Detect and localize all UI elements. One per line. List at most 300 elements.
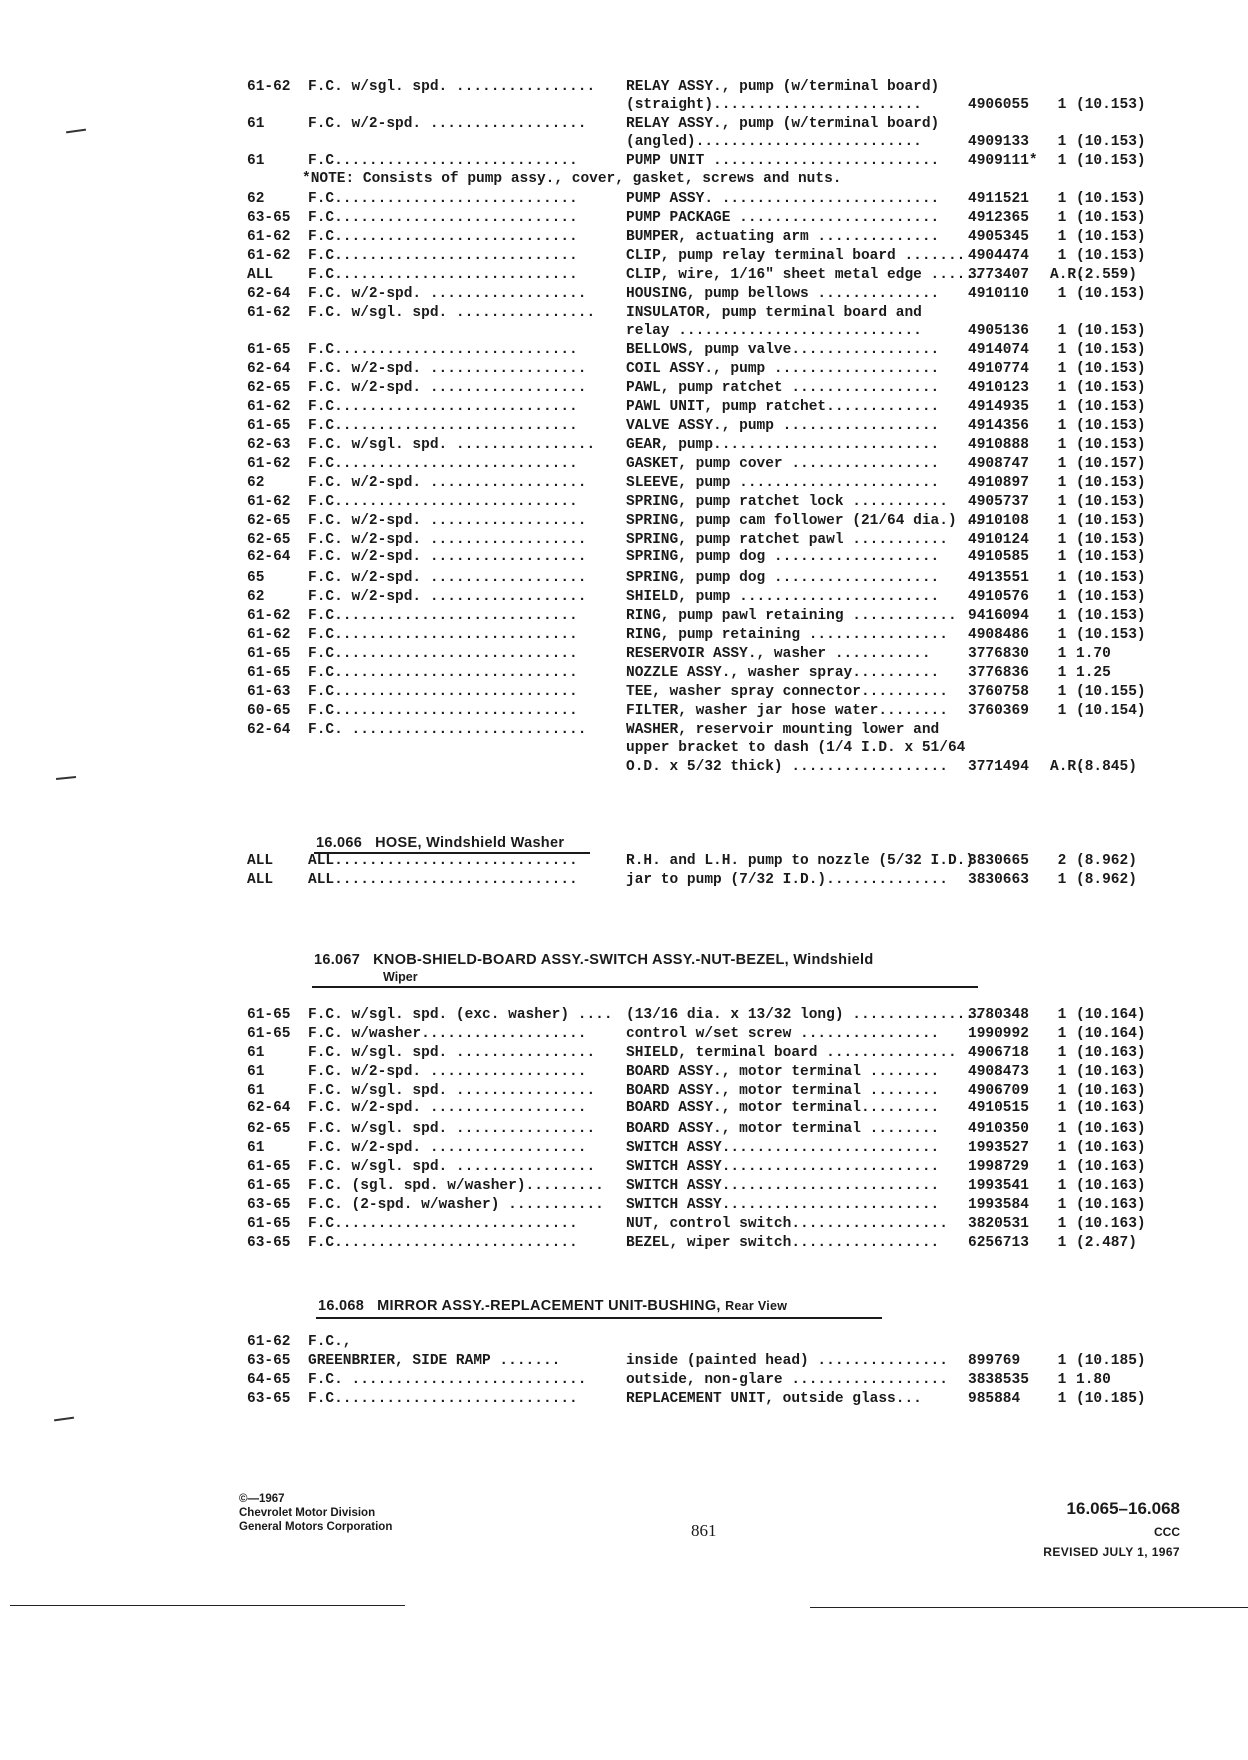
part-number: 4910585 bbox=[968, 549, 1029, 565]
model-application: F.C............................ bbox=[308, 456, 578, 472]
model-application: F.C............................ bbox=[308, 418, 578, 434]
part-number: 3760758 bbox=[968, 684, 1029, 700]
quantity: 1 bbox=[1057, 134, 1067, 150]
model-application: F.C............................ bbox=[308, 627, 578, 643]
part-description: RESERVOIR ASSY., washer ........... bbox=[626, 646, 931, 662]
group-reference: (10.185) bbox=[1076, 1353, 1146, 1369]
model-application: F.C. w/sgl. spd. ................ bbox=[308, 1121, 596, 1137]
quantity: 1 bbox=[1057, 513, 1067, 529]
model-application: F.C. w/sgl. spd. ................ bbox=[308, 1159, 596, 1175]
model-application: F.C. w/2-spd. .................. bbox=[308, 513, 587, 529]
part-description: BOARD ASSY., motor terminal ........ bbox=[626, 1064, 940, 1080]
part-number: 4909111* bbox=[968, 153, 1038, 169]
part-number: 985884 bbox=[968, 1391, 1021, 1407]
model-application: F.C............................ bbox=[308, 684, 578, 700]
group-reference: (10.163) bbox=[1076, 1045, 1146, 1061]
part-number: 3771494 bbox=[968, 759, 1029, 775]
quantity: 1 bbox=[1057, 97, 1067, 113]
quantity: 1 bbox=[1057, 532, 1067, 548]
footnote-pump-unit: *NOTE: Consists of pump assy., cover, gasket, screws and nuts. bbox=[302, 171, 842, 187]
quantity: 1 bbox=[1057, 646, 1067, 662]
group-reference: (10.163) bbox=[1076, 1100, 1146, 1116]
part-number: 4913551 bbox=[968, 570, 1029, 586]
model-application: F.C. w/2-spd. .................. bbox=[308, 1100, 587, 1116]
model-application: F.C............................ bbox=[308, 703, 578, 719]
quantity: 1 bbox=[1057, 1140, 1067, 1156]
quantity: 1 bbox=[1057, 1007, 1067, 1023]
model-years: 61 bbox=[247, 1083, 265, 1099]
margin-mark bbox=[54, 1417, 74, 1421]
publisher-block bbox=[239, 1492, 392, 1534]
section-name: KNOB-SHIELD-BOARD ASSY.-SWITCH ASSY.-NUT-BEZEL, Windshield bbox=[373, 952, 874, 968]
part-description: NUT, control switch.................. bbox=[626, 1216, 948, 1232]
model-years: 61-62 bbox=[247, 1334, 291, 1350]
model-years: 63-65 bbox=[247, 1353, 291, 1369]
quantity: 1 bbox=[1057, 437, 1067, 453]
group-reference: (10.163) bbox=[1076, 1216, 1146, 1232]
group-reference: (10.163) bbox=[1076, 1197, 1146, 1213]
part-description: PUMP ASSY. ......................... bbox=[626, 191, 940, 207]
quantity: 1 bbox=[1057, 1391, 1067, 1407]
model-application: F.C............................ bbox=[308, 1235, 578, 1251]
group-reference: (10.153) bbox=[1076, 570, 1146, 586]
group-reference: (8.962) bbox=[1076, 872, 1137, 888]
part-number: 4908486 bbox=[968, 627, 1029, 643]
model-application: F.C. w/sgl. spd. ................ bbox=[308, 437, 596, 453]
part-description: SPRING, pump dog ................... bbox=[626, 549, 940, 565]
model-years: 61-65 bbox=[247, 1178, 291, 1194]
quantity: 1 bbox=[1057, 1083, 1067, 1099]
group-reference: (10.163) bbox=[1076, 1159, 1146, 1175]
model-application: F.C............................ bbox=[308, 1391, 578, 1407]
model-application: ALL............................ bbox=[308, 872, 578, 888]
group-reference: (10.153) bbox=[1076, 608, 1146, 624]
ccc-label: CCC bbox=[1154, 1525, 1180, 1539]
model-years: 62-64 bbox=[247, 549, 291, 565]
group-reference: (10.153) bbox=[1076, 229, 1146, 245]
quantity: 1 bbox=[1057, 399, 1067, 415]
part-number: 3830663 bbox=[968, 872, 1029, 888]
model-application: F.C............................ bbox=[308, 267, 578, 283]
model-application: GREENBRIER, SIDE RAMP ....... bbox=[308, 1353, 561, 1369]
part-number: 4910515 bbox=[968, 1100, 1029, 1116]
part-description: SHIELD, terminal board ............... bbox=[626, 1045, 957, 1061]
quantity: 1 bbox=[1057, 342, 1067, 358]
model-application: F.C. w/2-spd. .................. bbox=[308, 549, 587, 565]
part-description: O.D. x 5/32 thick) .................. bbox=[626, 759, 948, 775]
model-years: 61-65 bbox=[247, 1007, 291, 1023]
group-reference: (10.153) bbox=[1076, 494, 1146, 510]
section-subtitle: Rear View bbox=[725, 1299, 788, 1313]
section-16-066-title bbox=[316, 835, 564, 851]
model-application: F.C............................ bbox=[308, 191, 578, 207]
section-number: 16.068 bbox=[318, 1298, 365, 1314]
model-application: F.C. w/2-spd. .................. bbox=[308, 1140, 587, 1156]
model-years: 61-62 bbox=[247, 608, 291, 624]
page-number: 861 bbox=[691, 1521, 717, 1540]
model-years: 64-65 bbox=[247, 1372, 291, 1388]
group-reference: 1.25 bbox=[1076, 665, 1111, 681]
bottom-rule-left bbox=[10, 1605, 405, 1606]
part-number: 4910350 bbox=[968, 1121, 1029, 1137]
model-years: 62 bbox=[247, 475, 265, 491]
group-reference: (10.153) bbox=[1076, 549, 1146, 565]
model-application: F.C............................ bbox=[308, 210, 578, 226]
model-years: 61 bbox=[247, 1064, 265, 1080]
model-years: 61-65 bbox=[247, 1026, 291, 1042]
quantity: 1 bbox=[1057, 1064, 1067, 1080]
part-description: HOUSING, pump bellows .............. bbox=[626, 286, 940, 302]
group-reference: (10.153) bbox=[1076, 134, 1146, 150]
model-years: ALL bbox=[247, 872, 274, 888]
part-number: 4912365 bbox=[968, 210, 1029, 226]
part-number: 4910888 bbox=[968, 437, 1029, 453]
group-reference: (10.153) bbox=[1076, 437, 1146, 453]
model-years: 61-65 bbox=[247, 418, 291, 434]
part-number: 4904474 bbox=[968, 248, 1029, 264]
model-years: 62-65 bbox=[247, 532, 291, 548]
group-reference: (10.163) bbox=[1076, 1140, 1146, 1156]
group-reference: (2.559) bbox=[1076, 267, 1137, 283]
quantity: 1 bbox=[1057, 1197, 1067, 1213]
quantity: 1 bbox=[1057, 248, 1067, 264]
quantity: 1 bbox=[1057, 1121, 1067, 1137]
quantity: 1 bbox=[1057, 361, 1067, 377]
section-16-068-title bbox=[318, 1298, 787, 1314]
part-number: 3838535 bbox=[968, 1372, 1029, 1388]
quantity: A.R. bbox=[1050, 759, 1085, 775]
part-number: 4906709 bbox=[968, 1083, 1029, 1099]
quantity: 1 bbox=[1057, 684, 1067, 700]
part-description: BEZEL, wiper switch................. bbox=[626, 1235, 940, 1251]
group-reference: (10.155) bbox=[1076, 684, 1146, 700]
part-description: R.H. and L.H. pump to nozzle (5/32 I.D.) bbox=[626, 853, 975, 869]
quantity: 1 bbox=[1057, 1045, 1067, 1061]
part-description: control w/set screw ................ bbox=[626, 1026, 940, 1042]
quantity: 1 bbox=[1057, 191, 1067, 207]
part-description: PAWL UNIT, pump ratchet............. bbox=[626, 399, 940, 415]
part-number: 1993541 bbox=[968, 1178, 1029, 1194]
revision-date: REVISED JULY 1, 1967 bbox=[1043, 1545, 1180, 1559]
group-reference: (10.163) bbox=[1076, 1064, 1146, 1080]
part-description: BOARD ASSY., motor terminal......... bbox=[626, 1100, 940, 1116]
part-description: (straight)........................ bbox=[626, 97, 922, 113]
model-application: F.C. w/washer................... bbox=[308, 1026, 587, 1042]
part-number: 4910124 bbox=[968, 532, 1029, 548]
margin-mark bbox=[66, 129, 86, 133]
quantity: 1 bbox=[1057, 1100, 1067, 1116]
part-number: 4905737 bbox=[968, 494, 1029, 510]
part-number: 4911521 bbox=[968, 191, 1029, 207]
model-years: 61-65 bbox=[247, 646, 291, 662]
part-description: relay ............................ bbox=[626, 323, 922, 339]
part-description: SWITCH ASSY......................... bbox=[626, 1140, 940, 1156]
part-number: 4914074 bbox=[968, 342, 1029, 358]
model-years: 65 bbox=[247, 570, 265, 586]
part-description: CLIP, wire, 1/16" sheet metal edge ...... bbox=[626, 267, 983, 283]
part-number: 1993584 bbox=[968, 1197, 1029, 1213]
model-years: 62-64 bbox=[247, 286, 291, 302]
part-number: 4908473 bbox=[968, 1064, 1029, 1080]
division-name: Chevrolet Motor Division bbox=[239, 1507, 376, 1519]
model-application: F.C............................ bbox=[308, 665, 578, 681]
part-description: SWITCH ASSY......................... bbox=[626, 1159, 940, 1175]
part-number: 4910576 bbox=[968, 589, 1029, 605]
quantity: 1 bbox=[1057, 570, 1067, 586]
model-years: 61 bbox=[247, 1140, 265, 1156]
model-application: F.C. w/sgl. spd. ................ bbox=[308, 1083, 596, 1099]
group-reference: (10.153) bbox=[1076, 361, 1146, 377]
part-description: SHIELD, pump ....................... bbox=[626, 589, 940, 605]
group-reference: (10.153) bbox=[1076, 627, 1146, 643]
part-number: 3780348 bbox=[968, 1007, 1029, 1023]
model-years: 61-62 bbox=[247, 456, 291, 472]
part-description: RING, pump pawl retaining ............ bbox=[626, 608, 957, 624]
quantity: 1 bbox=[1057, 380, 1067, 396]
model-years: 61-62 bbox=[247, 79, 291, 95]
quantity: 1 bbox=[1057, 1159, 1067, 1175]
section-number: 16.066 bbox=[316, 835, 363, 851]
quantity: 1 bbox=[1057, 456, 1067, 472]
part-description: COIL ASSY., pump ................... bbox=[626, 361, 940, 377]
model-years: 61-62 bbox=[247, 399, 291, 415]
part-number: 4908747 bbox=[968, 456, 1029, 472]
model-years: 62-63 bbox=[247, 437, 291, 453]
model-application: F.C. w/2-spd. .................. bbox=[308, 361, 587, 377]
model-years: 61-62 bbox=[247, 494, 291, 510]
model-application: F.C. (2-spd. w/washer) ........... bbox=[308, 1197, 604, 1213]
part-description: PAWL, pump ratchet ................. bbox=[626, 380, 940, 396]
group-reference: (10.157) bbox=[1076, 456, 1146, 472]
section-name: HOSE, Windshield Washer bbox=[375, 835, 565, 851]
quantity: 1 bbox=[1057, 703, 1067, 719]
model-years: 62-65 bbox=[247, 513, 291, 529]
quantity: 1 bbox=[1057, 1216, 1067, 1232]
group-reference: (10.153) bbox=[1076, 248, 1146, 264]
group-reference: (10.164) bbox=[1076, 1026, 1146, 1042]
part-description: SPRING, pump ratchet lock ........... bbox=[626, 494, 948, 510]
model-years: 63-65 bbox=[247, 1197, 291, 1213]
part-description: BOARD ASSY., motor terminal ........ bbox=[626, 1121, 940, 1137]
quantity: 1 bbox=[1057, 153, 1067, 169]
part-number: 4910123 bbox=[968, 380, 1029, 396]
part-description: GEAR, pump.......................... bbox=[626, 437, 940, 453]
group-reference: (10.163) bbox=[1076, 1178, 1146, 1194]
part-description: upper bracket to dash (1/4 I.D. x 51/64 bbox=[626, 740, 966, 756]
part-number: 4914356 bbox=[968, 418, 1029, 434]
part-number: 3820531 bbox=[968, 1216, 1029, 1232]
part-number: 4905345 bbox=[968, 229, 1029, 245]
group-reference: (10.153) bbox=[1076, 380, 1146, 396]
group-reference: (8.845) bbox=[1076, 759, 1137, 775]
group-reference: (10.154) bbox=[1076, 703, 1146, 719]
model-years: 61-65 bbox=[247, 1216, 291, 1232]
quantity: 1 bbox=[1057, 1372, 1067, 1388]
model-years: 62-64 bbox=[247, 722, 291, 738]
group-reference: (10.153) bbox=[1076, 153, 1146, 169]
part-description: REPLACEMENT UNIT, outside glass... bbox=[626, 1391, 922, 1407]
model-years: 63-65 bbox=[247, 1391, 291, 1407]
quantity: 1 bbox=[1057, 229, 1067, 245]
model-application: F.C............................ bbox=[308, 608, 578, 624]
quantity: 1 bbox=[1057, 286, 1067, 302]
part-description: TEE, washer spray connector.......... bbox=[626, 684, 948, 700]
part-number: 4914935 bbox=[968, 399, 1029, 415]
model-years: 63-65 bbox=[247, 210, 291, 226]
group-reference: (10.153) bbox=[1076, 513, 1146, 529]
model-years: ALL bbox=[247, 853, 274, 869]
model-application: F.C. w/2-spd. .................. bbox=[308, 589, 587, 605]
group-reference: (10.153) bbox=[1076, 418, 1146, 434]
model-application: F.C. w/sgl. spd. ................ bbox=[308, 1045, 596, 1061]
part-description: SPRING, pump cam follower (21/64 dia.) .. bbox=[626, 513, 983, 529]
part-description: (angled).......................... bbox=[626, 134, 922, 150]
margin-mark bbox=[56, 776, 76, 780]
model-years: 61 bbox=[247, 153, 265, 169]
quantity: 1 bbox=[1057, 872, 1067, 888]
part-description: SWITCH ASSY......................... bbox=[626, 1178, 940, 1194]
group-reference: 1.70 bbox=[1076, 646, 1111, 662]
part-number: 4909133 bbox=[968, 134, 1029, 150]
group-reference: (10.153) bbox=[1076, 399, 1146, 415]
model-application: F.C. w/2-spd. .................. bbox=[308, 380, 587, 396]
model-application: F.C. w/2-spd. .................. bbox=[308, 286, 587, 302]
quantity: 1 bbox=[1057, 665, 1067, 681]
part-number: 4910108 bbox=[968, 513, 1029, 529]
model-years: 61-62 bbox=[247, 627, 291, 643]
model-years: 60-65 bbox=[247, 703, 291, 719]
model-application: ALL............................ bbox=[308, 853, 578, 869]
part-number: 1990992 bbox=[968, 1026, 1029, 1042]
model-years: 62-65 bbox=[247, 1121, 291, 1137]
part-description: BELLOWS, pump valve................. bbox=[626, 342, 940, 358]
quantity: 1 bbox=[1057, 549, 1067, 565]
model-years: 61 bbox=[247, 116, 265, 132]
part-description: VALVE ASSY., pump .................. bbox=[626, 418, 940, 434]
part-number: 4910897 bbox=[968, 475, 1029, 491]
part-description: NOZZLE ASSY., washer spray.......... bbox=[626, 665, 940, 681]
corporation-name: General Motors Corporation bbox=[239, 1521, 393, 1533]
part-number: 3830665 bbox=[968, 853, 1029, 869]
part-number: 4905136 bbox=[968, 323, 1029, 339]
model-application: F.C. w/sgl. spd. ................ bbox=[308, 79, 596, 95]
model-years: 62-65 bbox=[247, 380, 291, 396]
part-number: 6256713 bbox=[968, 1235, 1029, 1251]
model-application: F.C. w/2-spd. .................. bbox=[308, 532, 587, 548]
model-years: 62 bbox=[247, 191, 265, 207]
model-application: F.C. (sgl. spd. w/washer)......... bbox=[308, 1178, 604, 1194]
part-description: SPRING, pump dog ................... bbox=[626, 570, 940, 586]
section-name: MIRROR ASSY.-REPLACEMENT UNIT-BUSHING, bbox=[377, 1298, 721, 1314]
model-application: F.C. w/2-spd. .................. bbox=[308, 475, 587, 491]
quantity: 1 bbox=[1057, 475, 1067, 491]
model-application: F.C............................ bbox=[308, 229, 578, 245]
part-description: outside, non-glare .................. bbox=[626, 1372, 948, 1388]
group-reference: (10.153) bbox=[1076, 191, 1146, 207]
part-description: WASHER, reservoir mounting lower and bbox=[626, 722, 940, 738]
model-application: F.C. ........................... bbox=[308, 722, 587, 738]
model-years: 61-62 bbox=[247, 248, 291, 264]
group-reference: (8.962) bbox=[1076, 853, 1137, 869]
model-application: F.C............................ bbox=[308, 342, 578, 358]
part-description: CLIP, pump relay terminal board ....... bbox=[626, 248, 966, 264]
part-number: 1993527 bbox=[968, 1140, 1029, 1156]
section-number: 16.067 bbox=[314, 952, 361, 968]
model-application: F.C............................ bbox=[308, 1216, 578, 1232]
group-reference: (10.153) bbox=[1076, 286, 1146, 302]
part-description: SWITCH ASSY......................... bbox=[626, 1197, 940, 1213]
group-reference: (10.153) bbox=[1076, 589, 1146, 605]
model-application: F.C. w/2-spd. .................. bbox=[308, 570, 587, 586]
model-application: F.C. w/sgl. spd. ................ bbox=[308, 305, 596, 321]
part-description: BUMPER, actuating arm .............. bbox=[626, 229, 940, 245]
part-number: 3773407 bbox=[968, 267, 1029, 283]
part-description: RELAY ASSY., pump (w/terminal board) bbox=[626, 79, 940, 95]
quantity: 1 bbox=[1057, 418, 1067, 434]
model-application: F.C............................ bbox=[308, 399, 578, 415]
model-application: F.C............................ bbox=[308, 248, 578, 264]
part-description: BOARD ASSY., motor terminal ........ bbox=[626, 1083, 940, 1099]
model-years: 62 bbox=[247, 589, 265, 605]
part-description: INSULATOR, pump terminal board and bbox=[626, 305, 922, 321]
part-description: SLEEVE, pump ....................... bbox=[626, 475, 940, 491]
quantity: 1 bbox=[1057, 627, 1067, 643]
part-number: 3776830 bbox=[968, 646, 1029, 662]
part-description: GASKET, pump cover ................. bbox=[626, 456, 940, 472]
model-years: 61-63 bbox=[247, 684, 291, 700]
part-description: FILTER, washer jar hose water........ bbox=[626, 703, 948, 719]
quantity: 1 bbox=[1057, 210, 1067, 226]
group-reference: (10.153) bbox=[1076, 532, 1146, 548]
model-years: ALL bbox=[247, 267, 274, 283]
model-years: 61-65 bbox=[247, 665, 291, 681]
model-years: 62-64 bbox=[247, 361, 291, 377]
section-range: 16.065–16.068 bbox=[1066, 1499, 1180, 1518]
part-number: 899769 bbox=[968, 1353, 1021, 1369]
section-underline bbox=[316, 1317, 882, 1319]
model-application: F.C............................ bbox=[308, 646, 578, 662]
part-number: 9416094 bbox=[968, 608, 1029, 624]
quantity: 1 bbox=[1057, 1235, 1067, 1251]
model-application: F.C. w/sgl. spd. (exc. washer) .... bbox=[308, 1007, 613, 1023]
model-application: F.C. ........................... bbox=[308, 1372, 587, 1388]
part-number: 1998729 bbox=[968, 1159, 1029, 1175]
part-description: RING, pump retaining ................ bbox=[626, 627, 948, 643]
part-description: PUMP UNIT .......................... bbox=[626, 153, 940, 169]
quantity: A.R. bbox=[1050, 267, 1085, 283]
quantity: 1 bbox=[1057, 1178, 1067, 1194]
group-reference: (10.185) bbox=[1076, 1391, 1146, 1407]
bottom-rule-right bbox=[810, 1607, 1248, 1608]
part-number: 4906055 bbox=[968, 97, 1029, 113]
quantity: 1 bbox=[1057, 1353, 1067, 1369]
part-description: inside (painted head) ............... bbox=[626, 1353, 948, 1369]
quantity: 1 bbox=[1057, 1026, 1067, 1042]
part-description: (13/16 dia. x 13/32 long) ............... bbox=[626, 1007, 983, 1023]
section-code-block bbox=[1000, 1498, 1180, 1560]
group-reference: (10.153) bbox=[1076, 475, 1146, 491]
model-years: 61 bbox=[247, 1045, 265, 1061]
quantity: 1 bbox=[1057, 494, 1067, 510]
part-number: 4910110 bbox=[968, 286, 1029, 302]
model-application: F.C., bbox=[308, 1334, 352, 1350]
part-number: 3776836 bbox=[968, 665, 1029, 681]
model-years: 61-62 bbox=[247, 305, 291, 321]
quantity: 2 bbox=[1057, 853, 1067, 869]
part-description: PUMP PACKAGE ....................... bbox=[626, 210, 940, 226]
group-reference: (10.163) bbox=[1076, 1083, 1146, 1099]
copyright: ©—1967 bbox=[239, 1493, 285, 1505]
